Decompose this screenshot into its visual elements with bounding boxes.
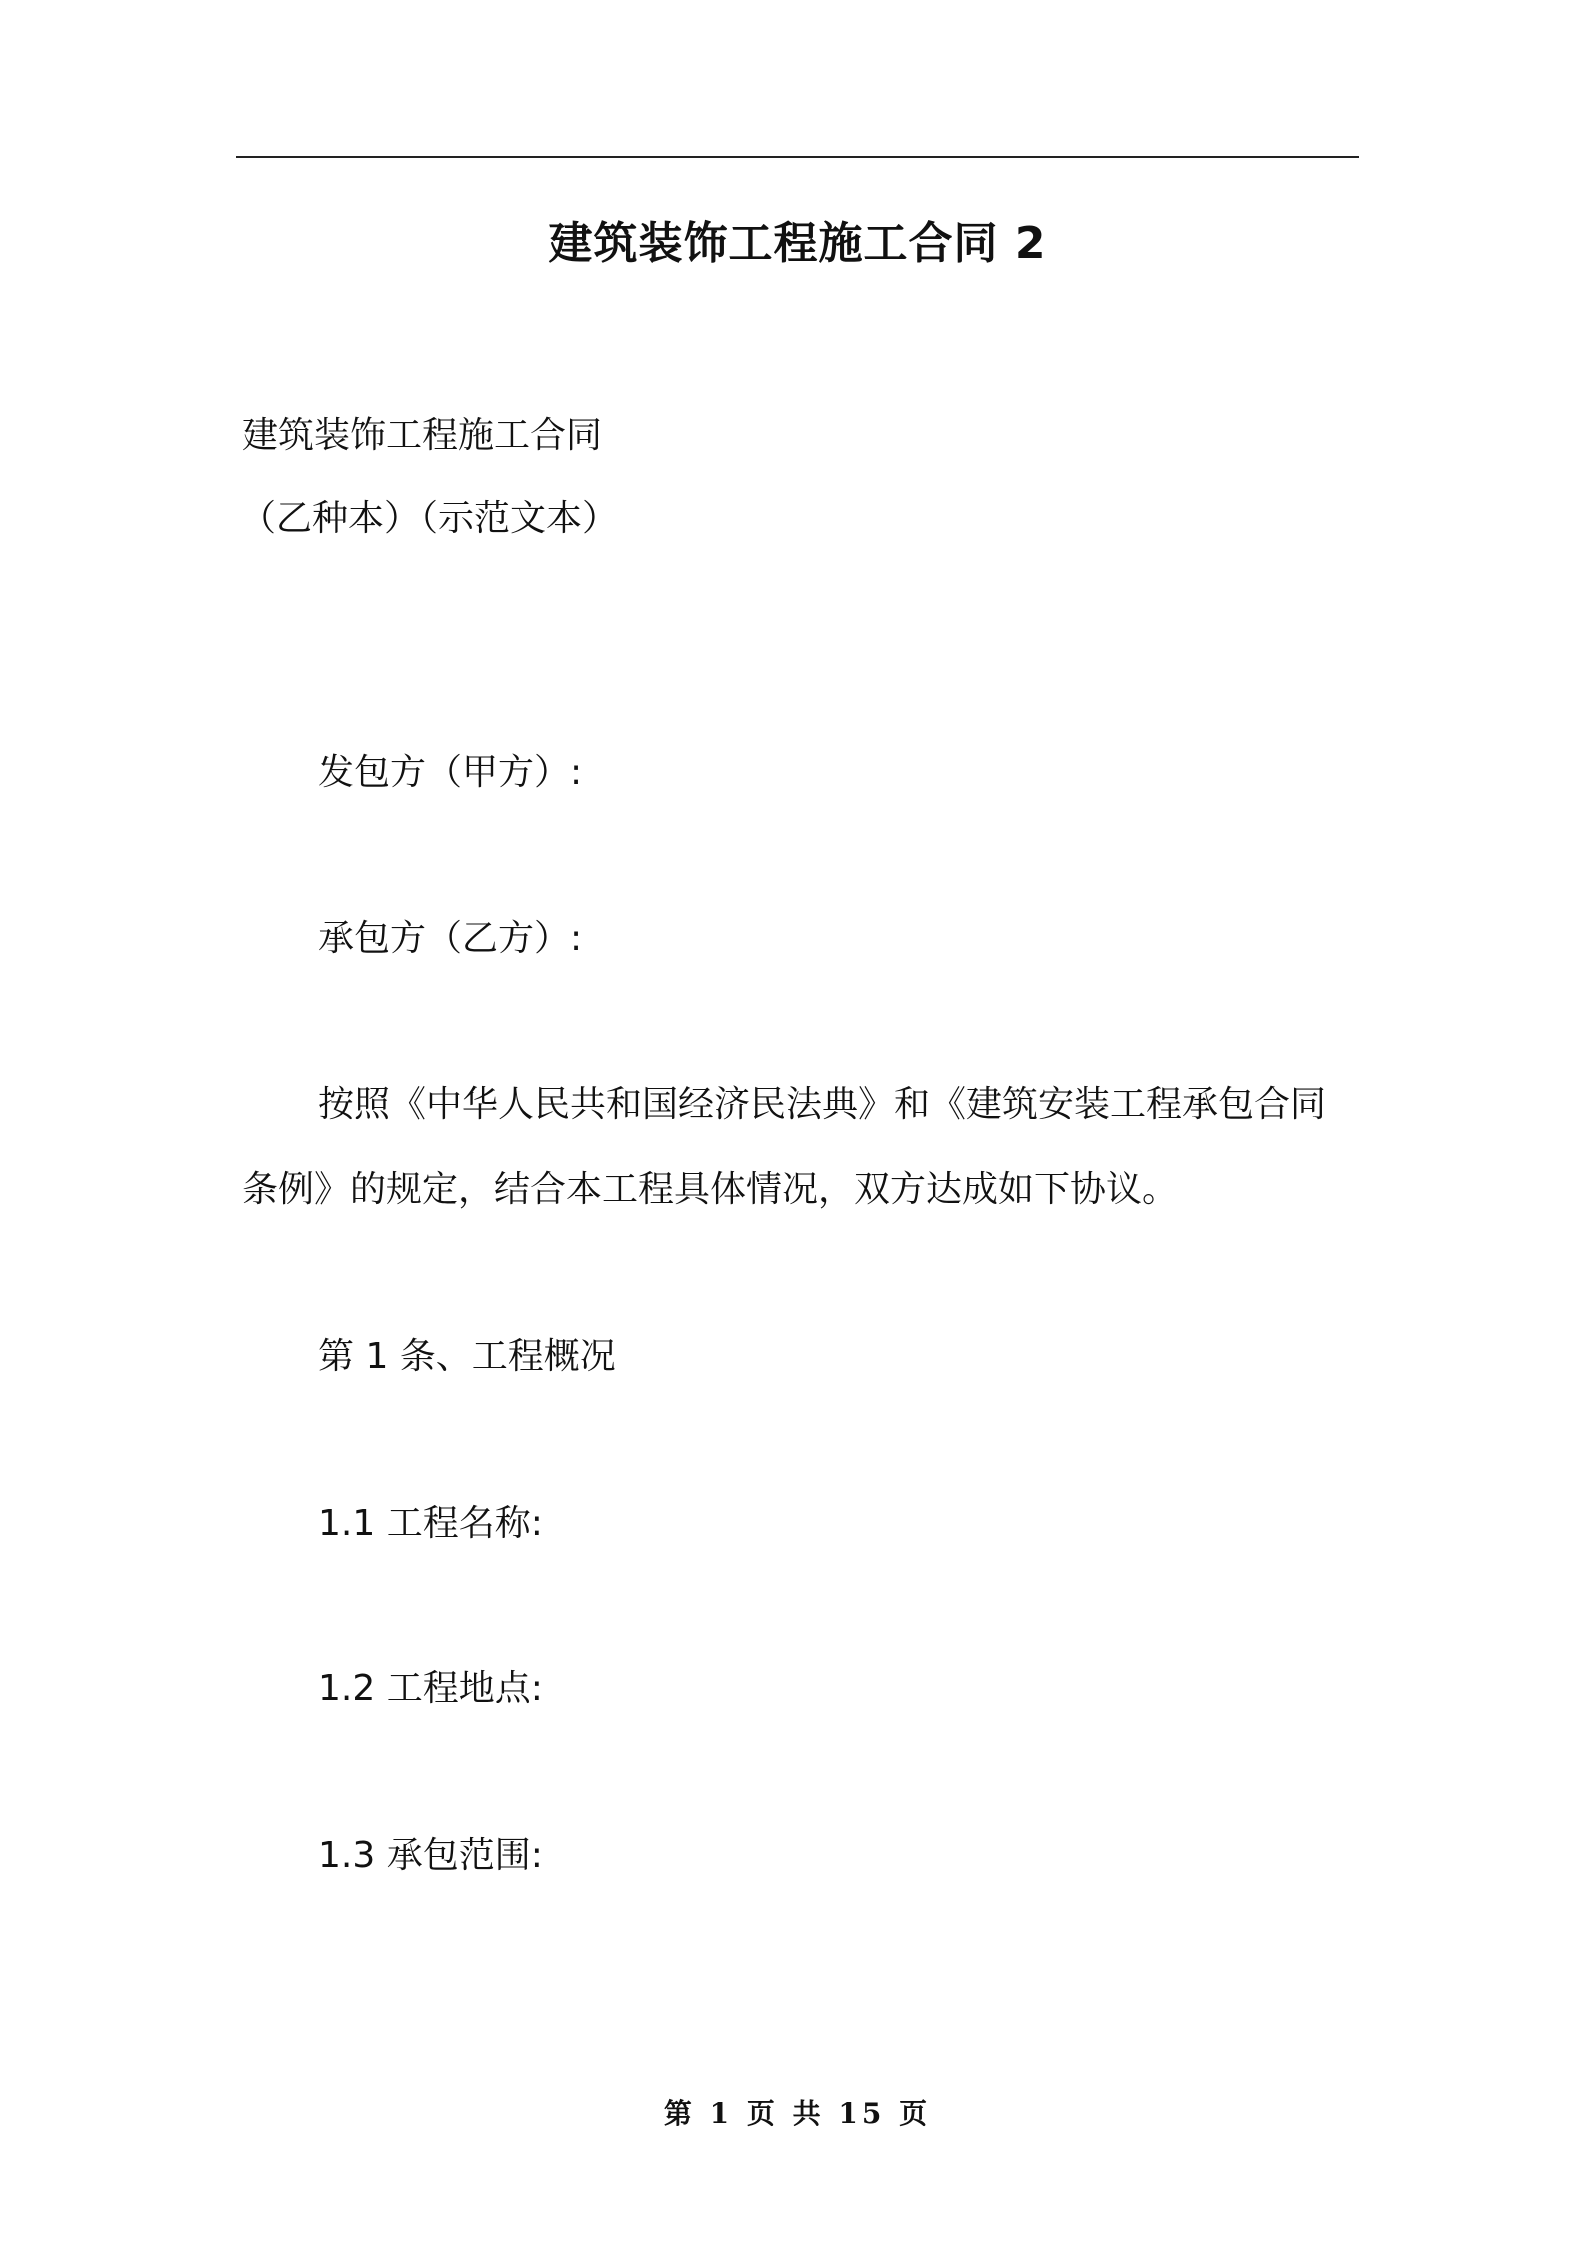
- article-1-heading: 第 1 条、工程概况: [318, 1336, 616, 1377]
- contract-name: 建筑装饰工程施工合同: [242, 415, 603, 456]
- party-b-label: 承包方（乙方）:: [318, 918, 583, 959]
- intro-paragraph-line-2: 条例》的规定，结合本工程具体情况，双方达成如下协议。: [242, 1169, 1179, 1210]
- item-1-2-project-location: 1.2 工程地点:: [318, 1668, 543, 1709]
- item-1-3-contract-scope: 1.3 承包范围:: [318, 1835, 543, 1876]
- party-a-label: 发包方（甲方）:: [318, 752, 583, 793]
- page-number-footer: 第 1 页 共 15 页: [663, 2097, 932, 2130]
- contract-version: （乙种本）（示范文本）: [240, 498, 619, 539]
- item-1-1-project-name: 1.1 工程名称:: [318, 1503, 543, 1544]
- intro-paragraph-line-1: 按照《中华人民共和国经济民法典》和《建筑安装工程承包合同: [318, 1084, 1327, 1125]
- document-title: 建筑装饰工程施工合同 2: [548, 218, 1047, 269]
- header-rule: [236, 156, 1359, 158]
